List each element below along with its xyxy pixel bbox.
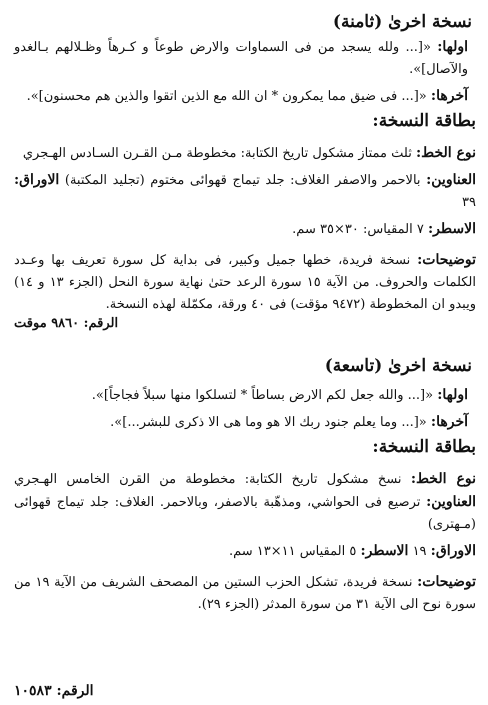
catalog-number [14, 683, 94, 699]
script-type-text: ثلث ممتاز مشكول تاريخ الكتابة: مخطوطة مـن القـرن السـادس الهـجري [22, 146, 412, 161]
folios-label: الاوراق: [14, 172, 60, 188]
folios-lines-size [14, 540, 476, 563]
explicit-label: آخرها: [430, 88, 468, 104]
headings-text: ترصيع فى الحواشي، ومذهّبة بالاصفر، وبالاحمر. الغلاف: جلد تيماج قهوائى (مـهترى) [14, 495, 476, 532]
notes-label: توضيحات: [417, 252, 476, 268]
lines-text: ٧ المقياس: ٣٠×٣٥ سم. [292, 222, 424, 237]
incipit-text: «[... والله جعل لكم الارض بساطاً * لتسلكوا منها سبلاً فجاجاً]». [91, 388, 434, 403]
number-label: الرقم: [83, 316, 119, 331]
notes-text: نسخة فريدة، خطها جميل وكبير، فى بداية كل سورة تعريف بها وعـدد الكلمات والحروف. من الآية ١٥ سورة الرعد حتىٰ نهاية سورة النحل (الجزء ١٣ و ١٤) ويبدو ان المخطوطة (٩٤٧٢ مؤقت) فى ٤٠ ورقة، مكمّلة لهذه النسخة. [14, 253, 477, 312]
lines-label: الاسطر: [360, 543, 409, 559]
notes [14, 571, 476, 616]
number-value: ٩٨٦٠ موقت [14, 316, 80, 331]
script-type [14, 142, 476, 165]
number-label: الرقم: [56, 683, 94, 699]
manuscript-entry-eighth [14, 8, 476, 334]
script-type-text: نسخ مشكول تاريخ الكتابة: مخطوطة من القرن الخامس الهـجري [14, 472, 402, 487]
incipit-label: اولها: [437, 387, 468, 403]
card-title: بطاقة النسخة: [372, 437, 476, 457]
headings-text: بالاحمر والاصفر الغلاف: جلد تيماج قهوائى مختوم (تجليد المكتبة) [64, 173, 421, 188]
manuscript-entry-ninth [14, 352, 476, 616]
explicit-label: آخرها: [430, 414, 468, 430]
headings-label: العناوين: [426, 172, 476, 188]
section-title: نسخة اخرىٰ (ثامنة) [332, 12, 472, 32]
card-title: بطاقة النسخة: [372, 111, 476, 131]
section-title: نسخة اخرىٰ (تاسعة) [324, 356, 472, 376]
explicit-text: «[... وما يعلم جنود ربك الا هو وما هى الا ذكرى للبشر...]». [110, 415, 427, 430]
incipit-label: اولها: [437, 39, 468, 55]
number-value: ١٠٥٨٣ [14, 683, 52, 699]
lines-label: الاسطر: [428, 221, 476, 237]
notes [14, 249, 476, 316]
lines-text: ٥ المقياس ١١×١٣ سم. [228, 544, 357, 559]
explicit [14, 85, 476, 108]
incipit-text: «[... ولله يسجد من فى السماوات والارض طوعاً و كـرهاً وظـلالهم بـالغدو والآصال]». [14, 40, 468, 77]
script-type-label: نوع الخط: [410, 471, 476, 487]
notes-label: توضيحات: [417, 574, 476, 590]
notes-text: نسخة فريدة، تشكل الحزب الستين من المصحف الشريف من الآية ١٩ من سورة نوح الى الآية ٣١ من سورة المدثر (الجزء ٢٩). [14, 575, 476, 612]
incipit [14, 384, 476, 407]
explicit [14, 411, 476, 434]
folios-value: ١٩ [412, 544, 427, 559]
headings-label: العناوين: [426, 494, 476, 510]
folios-value: ٣٩ [462, 195, 476, 210]
script-type-label: نوع الخط: [415, 145, 476, 161]
script-type [14, 468, 476, 536]
folios-label: الاوراق: [430, 543, 476, 559]
explicit-text: «[... فى ضيق مما يمكرون * ان الله مع الذين اتقوا والذين هم محسنون]». [26, 89, 427, 104]
incipit [14, 36, 476, 81]
lines-and-size [14, 218, 476, 241]
catalog-number [14, 314, 476, 334]
headings-and-folios [14, 169, 476, 214]
